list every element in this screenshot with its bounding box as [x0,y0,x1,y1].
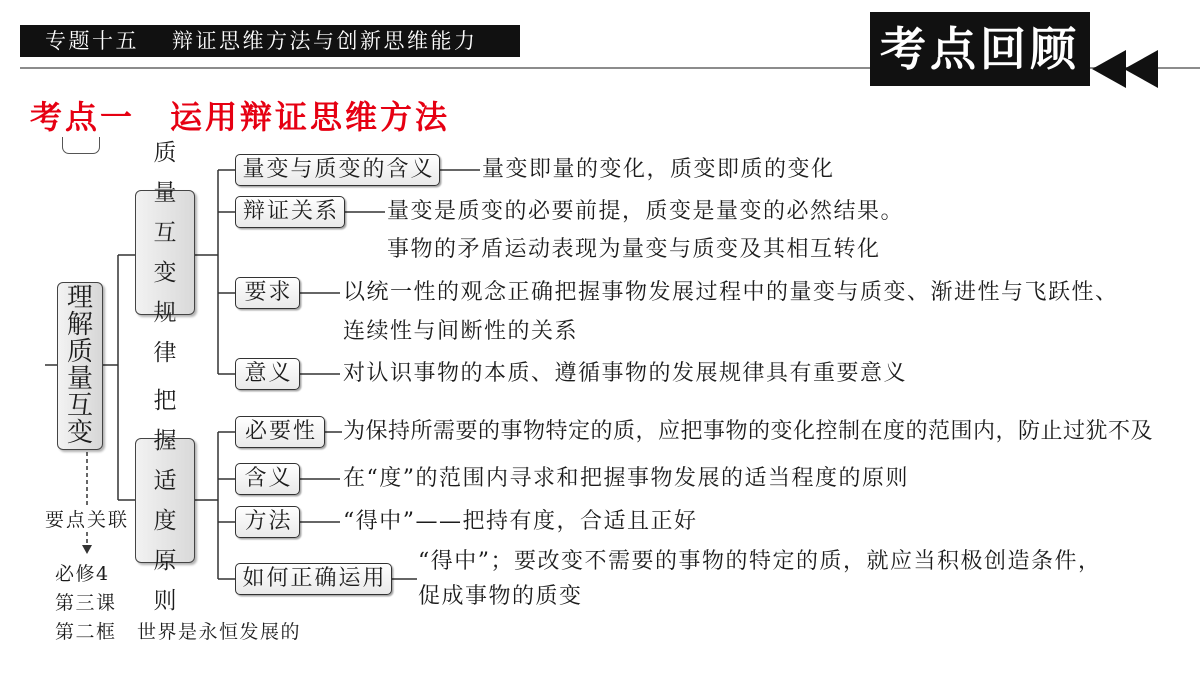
leaf-node-meaning: 含义 [235,463,300,495]
branch-node-quantity-quality [135,139,195,366]
leaf-text: 促成事物的质变 [418,584,583,609]
section-title: 考点一 运用辩证思维方法 [30,98,451,136]
root-node [57,282,103,450]
topic-title: 辩证思维方法与创新思维能力 [172,29,478,53]
leaf-text: 事物的矛盾运动表现为量变与质变及其相互转化 [387,237,881,262]
leaf-node-definition: 量变与质变的含义 [235,154,440,186]
leaf-node-requirement: 要求 [235,277,300,309]
leaf-text: “得中”；要改变不需要的事物的特定的质，就应当积极创造条件， [418,549,1102,574]
leaf-node-dialectical-relation: 辩证关系 [235,196,345,228]
related-reference-line: 第二框 世界是永恒发展的 [55,621,302,643]
leaf-node-application: 如何正确运用 [235,563,392,595]
root-node-label: 理解质量互变 [66,283,93,448]
leaf-text: 为保持所需要的事物特定的质，应把事物的变化控制在度的范围内，防止过犹不及 [343,419,1154,444]
leaf-node-necessity: 必要性 [235,416,325,448]
topic-label: 专题十五 [45,29,139,53]
leaf-text: 对认识事物的本质、遵循事物的发展规律具有重要意义 [343,361,908,386]
related-reference-line: 必修4 [55,563,110,585]
branch-node-moderation [135,387,195,614]
review-badge: 考点回顾 [870,12,1090,86]
leaf-text: 以统一性的观念正确把握事物发展过程中的量变与质变、渐进性与飞跃性、 [343,280,1119,305]
related-points-label: 要点关联 [45,509,130,531]
leaf-text: 量变是质变的必要前提，质变是量变的必然结果。 [387,199,905,224]
down-arrow-icon [82,545,92,554]
branch-node-label: 质量互变规律 [153,139,181,366]
leaf-node-method: 方法 [235,506,300,538]
leaf-node-significance: 意义 [235,358,300,390]
leaf-text: 连续性与间断性的关系 [343,319,579,344]
leaf-text: “得中”——把持有度，合适且正好 [343,509,698,534]
leaf-text: 在“度”的范围内寻求和把握事物发展的适当程度的原则 [343,466,909,491]
branch-node-label: 把握适度原则 [153,387,181,614]
related-reference-line: 第三课 [55,592,117,614]
leaf-text: 量变即量的变化，质变即质的变化 [482,157,835,182]
